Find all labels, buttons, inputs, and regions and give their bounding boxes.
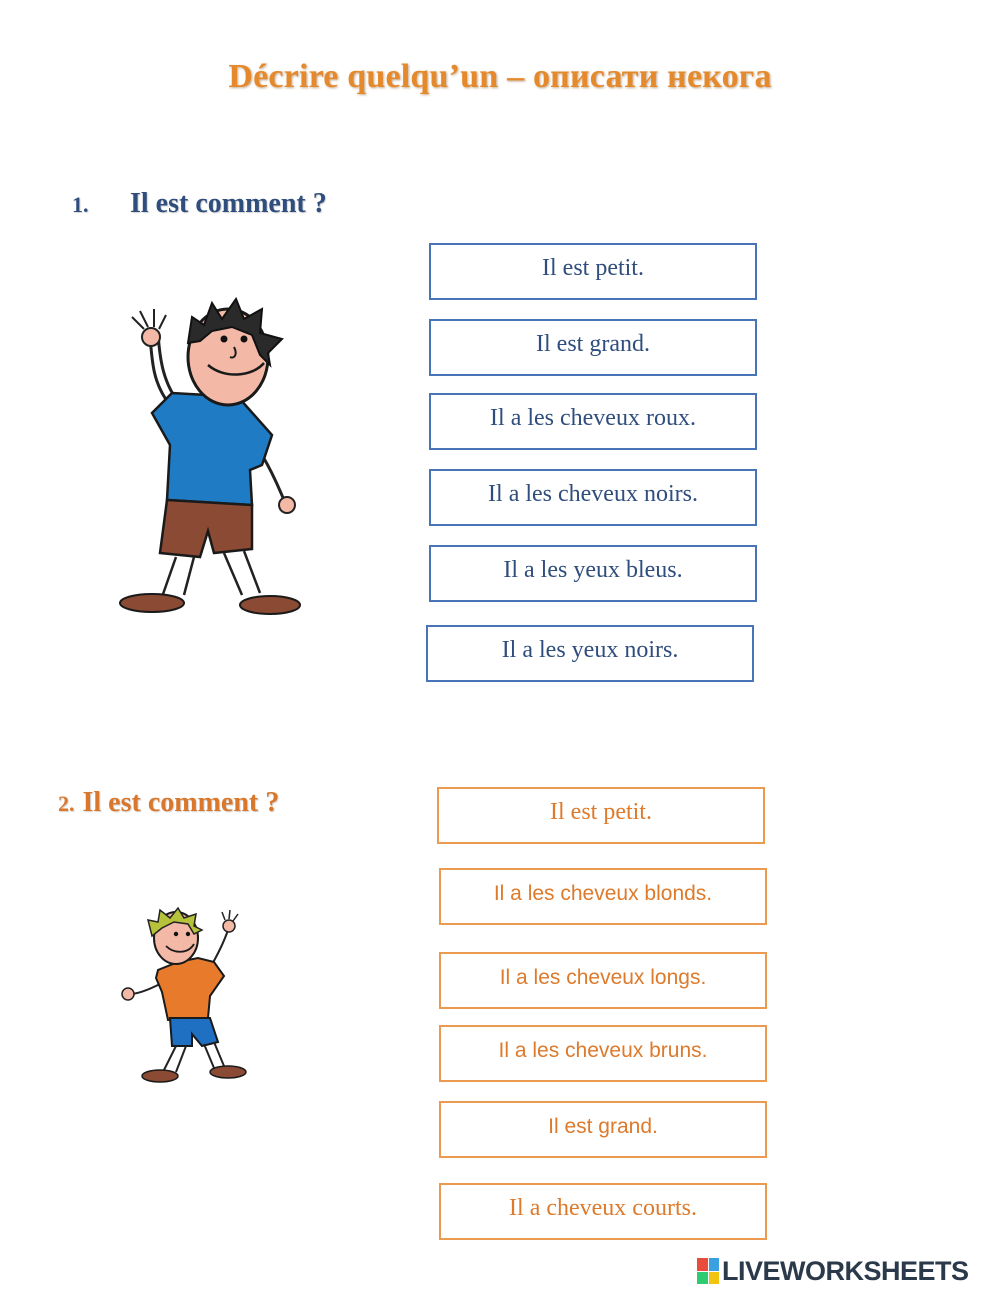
answer-box-s1-1[interactable]: Il est petit.	[429, 243, 757, 300]
page-title: Décrire quelqu’un – описати некога	[228, 58, 772, 95]
answer-box-s2-2[interactable]: Il a les cheveux blonds.	[439, 868, 767, 925]
boy-illustration-2	[118, 906, 248, 1086]
liveworksheets-logo	[697, 1256, 969, 1286]
answer-box-s1-6[interactable]: Il a les yeux noirs.	[426, 625, 754, 682]
answer-box-s1-3[interactable]: Il a les cheveux roux.	[429, 393, 757, 450]
answer-box-s1-5[interactable]: Il a les yeux bleus.	[429, 545, 757, 602]
answer-box-s1-2[interactable]: Il est grand.	[429, 319, 757, 376]
answer-box-s2-3[interactable]: Il a les cheveux longs.	[439, 952, 767, 1009]
section-2-question: Il est comment ?	[82, 787, 280, 818]
logo-blocks-icon	[697, 1258, 719, 1284]
answer-box-s1-4[interactable]: Il a les cheveux noirs.	[429, 469, 757, 526]
answer-box-s2-6[interactable]: Il a cheveux courts.	[439, 1183, 767, 1240]
boy-illustration-1	[112, 295, 312, 630]
section-1-number: 1.	[72, 192, 89, 217]
section-2-heading	[58, 787, 279, 819]
section-1-question: Il est comment ?	[130, 188, 327, 219]
section-2-number: 2.	[58, 791, 75, 816]
answer-box-s2-4[interactable]: Il a les cheveux bruns.	[439, 1025, 767, 1082]
answer-box-s2-1[interactable]: Il est petit.	[437, 787, 765, 844]
answer-box-s2-5[interactable]: Il est grand.	[439, 1101, 767, 1158]
logo-text: LIVEWORKSHEETS	[722, 1255, 969, 1286]
section-1-heading	[72, 188, 327, 220]
